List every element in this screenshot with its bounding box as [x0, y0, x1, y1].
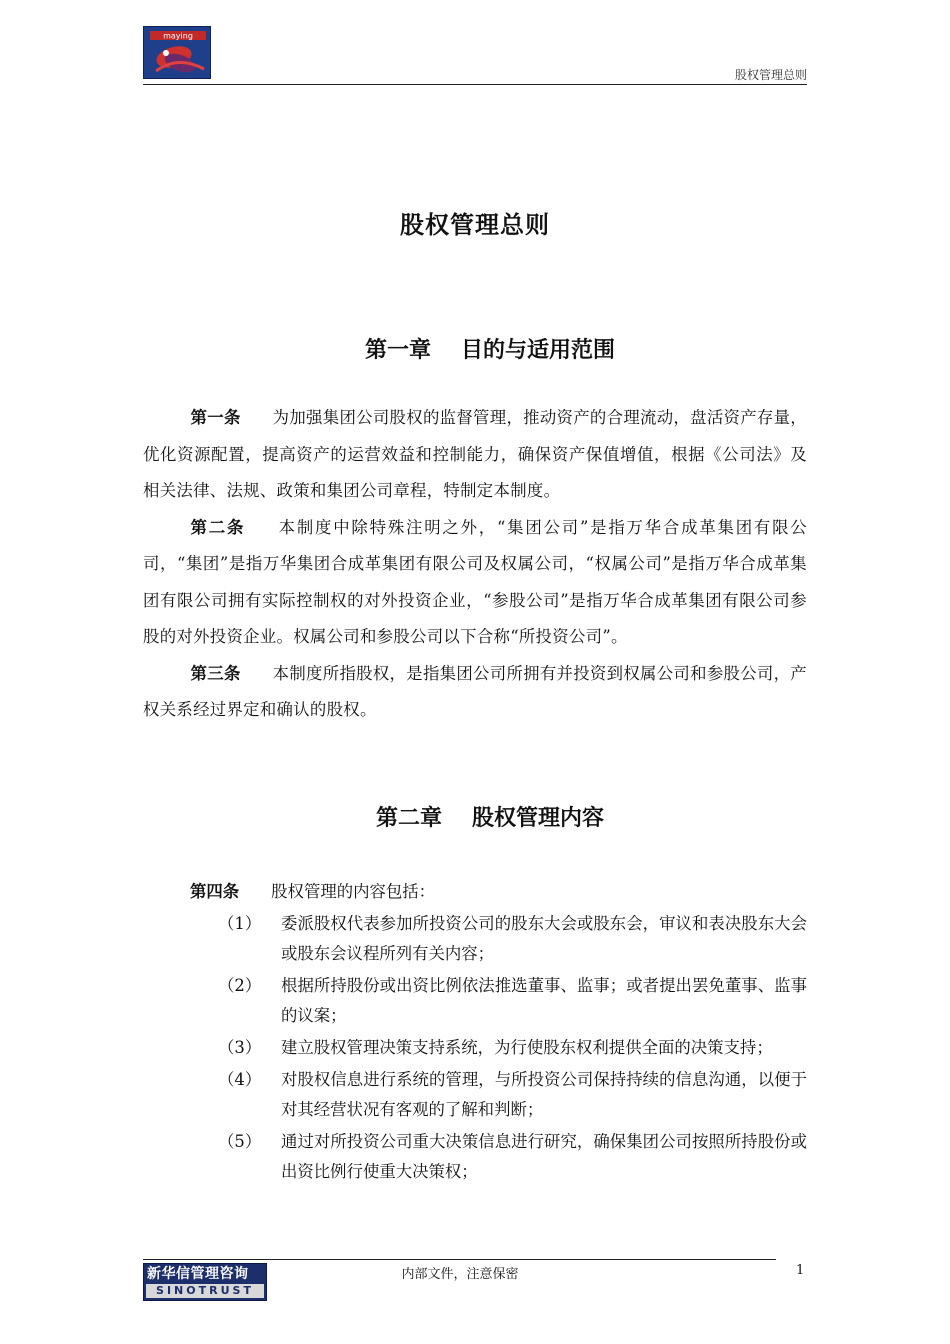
- article-3-label: 第三条: [190, 663, 241, 683]
- chapter-1-label: 第一章: [364, 338, 431, 363]
- list-item: [143, 909, 807, 969]
- footer-divider: [143, 1259, 776, 1260]
- svg-text:maying: maying: [163, 31, 193, 41]
- list-item-text: 根据所持股份或出资比例依法推选董事、监事；或者提出罢免董事、监事的议案；: [281, 976, 807, 1025]
- list-item-number: （2）: [218, 976, 262, 995]
- header-title: 股权管理总则: [734, 68, 807, 82]
- article-2-text: 本制度中除特殊注明之外，“集团公司”是指万华合成革集团有限公司，“集团”是指万华集团合成革集团有限公司及权属公司，“权属公司”是指万华合成革集团有限公司拥有实际控制权的对外投资企业，“参股公司”是指万华合成革集团有限公司参股的对外投资企业。权属公司和参股公司以下合称“所投资公司”。: [143, 517, 807, 646]
- article-1-text: 为加强集团公司股权的监督管理，推动资产的合理流动，盘活资产存量，优化资源配置，提高资产的运营效益和控制能力，确保资产保值增值，根据《公司法》及相关法律、法规、政策和集团公司章程，特制定本制度。: [143, 408, 807, 500]
- list-item: [143, 1065, 807, 1125]
- article-4-intro-text: 股权管理的内容包括：: [271, 882, 436, 901]
- list-item-number: （3）: [218, 1038, 262, 1057]
- chapter-2-label: 第二章: [375, 806, 442, 831]
- chapter-1-title: 目的与适用范围: [461, 338, 616, 363]
- article-4-intro: [190, 877, 807, 907]
- chapter-1-heading: [0, 333, 950, 364]
- list-item-text: 建立股权管理决策支持系统，为行使股东权利提供全面的决策支持；: [281, 1038, 773, 1057]
- article-1-label: 第一条: [190, 408, 241, 427]
- document-title: 股权管理总则: [400, 211, 550, 239]
- article-3-text: 本制度所指股权，是指集团公司所拥有并投资到权属公司和参股公司，产权关系经过界定和确认的股权。: [143, 663, 807, 719]
- chapter-2-title: 股权管理内容: [472, 806, 605, 831]
- consultant-logo-cn: 新华信管理咨询: [147, 1266, 249, 1282]
- article-3: [143, 656, 807, 729]
- company-logo-graphic: [144, 27, 211, 79]
- list-item-number: （5）: [218, 1132, 262, 1151]
- article-2: [143, 510, 807, 656]
- list-item-text: 通过对所投资公司重大决策信息进行研究，确保集团公司按照所持股份或出资比例行使重大决策权；: [281, 1132, 807, 1181]
- article-4-label: 第四条: [190, 882, 240, 901]
- article-2-label: 第二条: [190, 517, 246, 537]
- company-logo: [143, 26, 211, 79]
- page-number: 1: [796, 1263, 805, 1278]
- list-item: [143, 971, 807, 1031]
- list-item-text: 对股权信息进行系统的管理，与所投资公司保持持续的信息沟通，以便于对其经营状况有客观的了解和判断；: [281, 1070, 807, 1119]
- header-divider: [143, 84, 807, 85]
- list-item-number: （4）: [218, 1070, 262, 1089]
- list-item-number: （1）: [218, 914, 262, 933]
- list-item: [143, 1033, 807, 1063]
- consultant-logo-en: SINOTRUST: [146, 1284, 264, 1298]
- article-4: [143, 877, 807, 1189]
- article-1: [143, 400, 807, 510]
- list-item: [143, 1127, 807, 1187]
- chapter-2-heading: [0, 801, 950, 832]
- chapter-1-body: [143, 400, 807, 729]
- confidential-notice: 内部文件，注意保密: [401, 1267, 519, 1282]
- list-item-text: 委派股权代表参加所投资公司的股东大会或股东会，审议和表决股东大会或股东会议程所列有关内容；: [281, 914, 807, 963]
